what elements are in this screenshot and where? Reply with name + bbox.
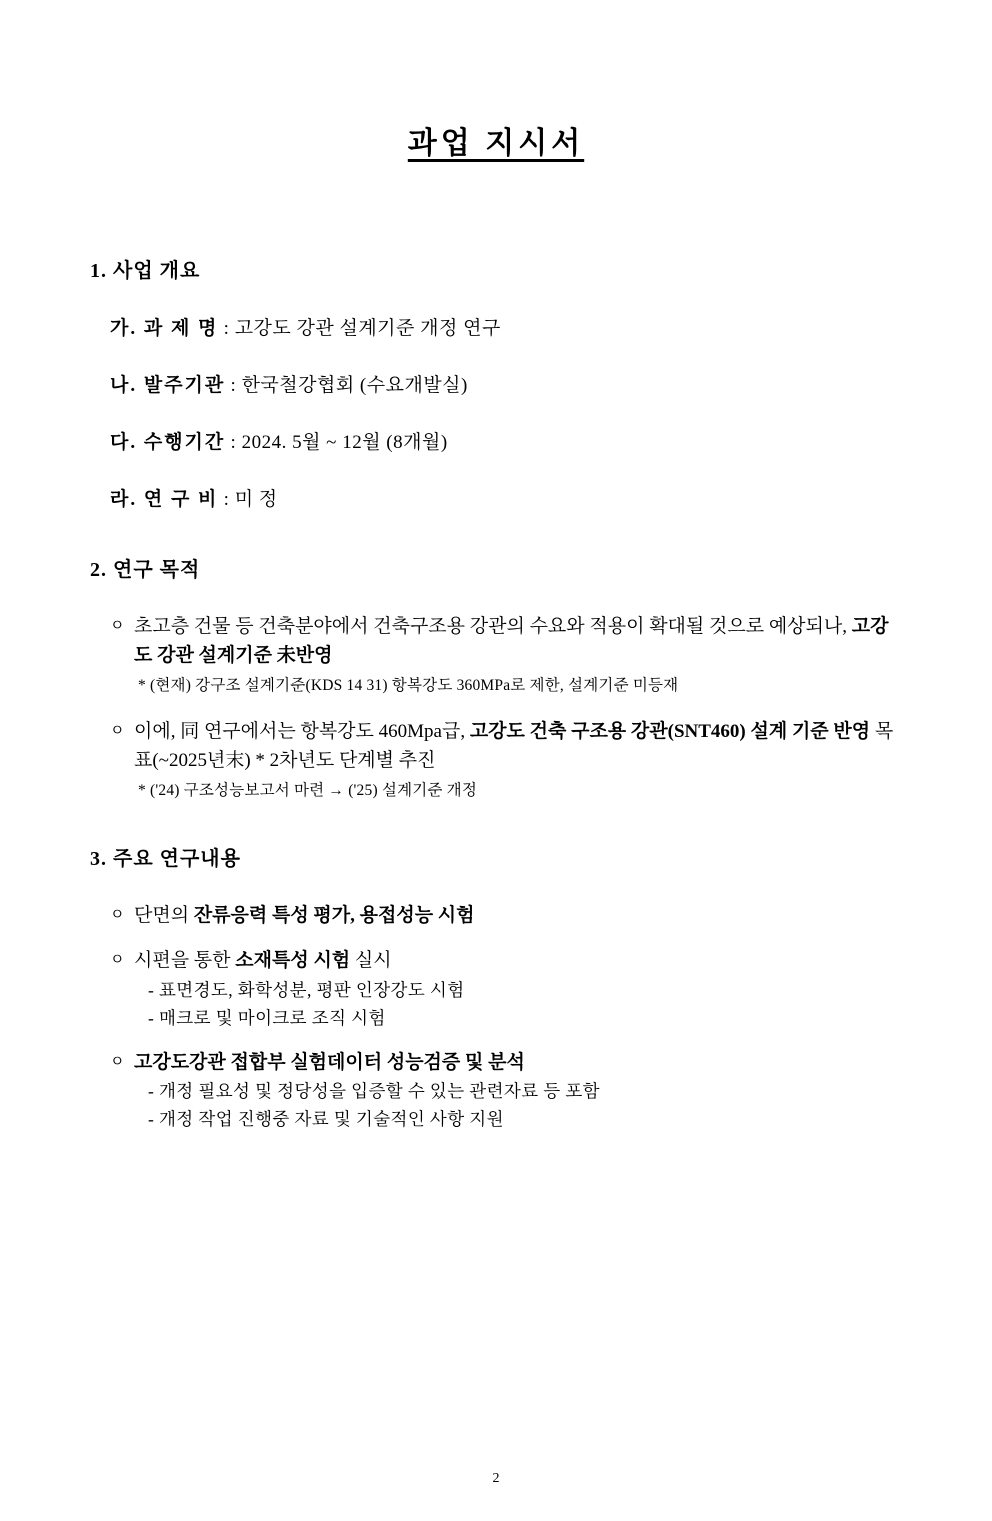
sub-item-separator: : <box>230 375 237 396</box>
list-item <box>110 313 900 340</box>
section-business-overview <box>92 254 900 511</box>
list-item <box>110 1048 900 1077</box>
sub-item-value: 미 정 <box>234 489 278 510</box>
bullet-text-bold: 고강도 강관 설계기준 未반영 <box>134 616 889 667</box>
list-item <box>110 484 900 511</box>
sub-item-label: 다. 수행기간 <box>110 432 226 453</box>
bullet-text <box>134 717 900 776</box>
sub-item-label: 가. 과 제 명 <box>110 318 219 339</box>
bullet-text <box>134 901 900 930</box>
bullet-text-bold: 고강도 건축 구조용 강관(SNT460) 설계 기준 반영 <box>469 720 871 742</box>
list-item <box>110 717 900 776</box>
sub-list-item: - 개정 필요성 및 정당성을 입증할 수 있는 관련자료 등 포함 <box>148 1081 600 1102</box>
list-item <box>110 612 900 671</box>
bullet-mark: ㅇ <box>110 952 125 969</box>
list-item <box>110 370 900 397</box>
sub-item-separator: : <box>230 432 237 453</box>
bullet-text-plain: 시편을 통한 <box>134 950 236 972</box>
bullet-text <box>134 946 900 975</box>
bullet-text <box>134 1048 900 1077</box>
bullet-text-plain: 이에, 同 연구에서는 항복강도 460Mpa급, <box>134 720 470 742</box>
bullet-mark: ㅇ <box>110 722 125 739</box>
section-heading: 2. 연구 목적 <box>90 559 201 581</box>
list-item <box>110 901 900 930</box>
sub-item-value: 한국철강협회 (수요개발실) <box>241 375 468 396</box>
bullet-text-plain-2: 목표(~2025년末) * 2차년도 단계별 추진 <box>134 720 894 772</box>
bullet-text-plain-2: 실시 <box>350 950 392 972</box>
bullet-text-bold: 고강도강관 접합부 실험데이터 성능검증 및 분석 <box>134 1051 525 1073</box>
sub-list-item: - 표면경도, 화학성분, 평판 인장강도 시험 <box>148 979 465 1000</box>
bullet-text-bold: 소재특성 시험 <box>235 950 351 972</box>
sub-item-label: 라. 연 구 비 <box>110 489 219 510</box>
bullet-text-plain: 단면의 <box>134 904 194 926</box>
bullet-mark: ㅇ <box>110 906 125 923</box>
bullet-mark: ㅇ <box>110 618 125 634</box>
bullet-text-bold: 잔류응력 특성 평가, 용접성능 시험 <box>193 904 475 926</box>
page-number: 2 <box>492 1471 500 1486</box>
sub-item-separator: : <box>223 318 230 339</box>
footnote: * ('24) 구조성능보고서 마련 → ('25) 설계기준 개정 <box>138 781 478 799</box>
bullet-mark: ㅇ <box>110 1053 125 1070</box>
section-research-purpose <box>92 553 900 800</box>
list-item <box>110 427 900 454</box>
bullet-text-plain: 초고층 건물 등 건축분야에서 건축구조용 강관의 수요와 적용이 확대될 것으로 예상되나, <box>134 616 852 637</box>
list-item <box>110 946 900 975</box>
footnote: * (현재) 강구조 설계기준(KDS 14 31) 항복강도 360MPa로 제한, 설계기준 미등재 <box>138 676 679 694</box>
document-page <box>0 118 992 1521</box>
sub-list-item: - 개정 작업 진행중 자료 및 기술적인 사항 지원 <box>148 1109 504 1130</box>
section-heading: 3. 주요 연구내용 <box>90 847 241 870</box>
section-main-research-content <box>92 842 900 1133</box>
bullet-text <box>134 612 900 671</box>
section-heading: 1. 사업 개요 <box>90 260 201 282</box>
sub-item-value: 고강도 강관 설계기준 개정 연구 <box>234 318 501 339</box>
sub-item-value: 2024. 5월 ~ 12월 (8개월) <box>241 432 448 453</box>
sub-list-item: - 매크로 및 마이크로 조직 시험 <box>148 1007 386 1028</box>
sub-item-separator: : <box>223 489 230 510</box>
page-title: 과업 지시서 <box>407 127 585 160</box>
sub-item-label: 나. 발주기관 <box>110 375 226 396</box>
